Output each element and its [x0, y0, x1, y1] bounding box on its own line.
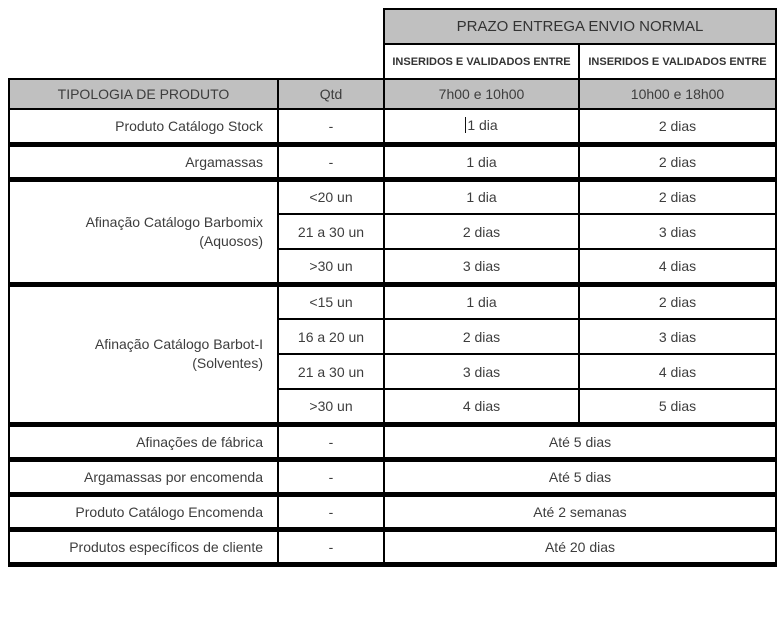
qty-cell-argamassas: -	[278, 144, 384, 179]
delivery-cell-barbomix-3-window1: 3 dias	[384, 249, 579, 284]
delivery-cell-barbot-2-window1: 2 dias	[384, 319, 579, 354]
qty-cell-barbot-1: <15 un	[278, 284, 384, 319]
qty-cell-barbomix-3: >30 un	[278, 249, 384, 284]
qty-cell-barbomix-2: 21 a 30 un	[278, 214, 384, 249]
qty-cell-barbot-4: >30 un	[278, 389, 384, 424]
delivery-cell-stock-window2: 2 dias	[579, 109, 776, 144]
qty-cell-barbomix-1: <20 un	[278, 179, 384, 214]
delivery-cell-especificos: Até 20 dias	[384, 529, 776, 564]
col-header-qtd: Qtd	[278, 79, 384, 109]
subheader-window2: INSERIDOS E VALIDADOS ENTRE	[579, 44, 776, 79]
delivery-cell-barbot-3-window1: 3 dias	[384, 354, 579, 389]
delivery-cell-barbomix-3-window2: 4 dias	[579, 249, 776, 284]
delivery-cell-barbot-3-window2: 4 dias	[579, 354, 776, 389]
qty-cell-stock: -	[278, 109, 384, 144]
product-cell-barbot	[9, 284, 278, 424]
product-cell-stock: Produto Catálogo Stock	[9, 109, 278, 144]
product-cell-catalogo-encomenda: Produto Catálogo Encomenda	[9, 494, 278, 529]
product-name-line2: (Aquosos)	[199, 232, 263, 249]
product-name-line2: (Solventes)	[192, 355, 263, 371]
col-header-window1: 7h00 e 10h00	[384, 79, 579, 109]
delivery-cell-stock-window1	[384, 109, 579, 144]
product-cell-argamassas-encomenda: Argamassas por encomenda	[9, 459, 278, 494]
product-cell-especificos: Produtos específicos de cliente	[9, 529, 278, 564]
text-cursor	[465, 117, 466, 133]
delivery-cell-barbomix-1-window1: 1 dia	[384, 179, 579, 214]
delivery-cell-argamassas-window1: 1 dia	[384, 144, 579, 179]
delivery-cell-barbot-4-window1: 4 dias	[384, 389, 579, 424]
product-cell-fabrica: Afinações de fábrica	[9, 424, 278, 459]
qty-cell-catalogo-encomenda: -	[278, 494, 384, 529]
delivery-value: 1 dia	[467, 117, 498, 134]
delivery-cell-argamassas-window2: 2 dias	[579, 144, 776, 179]
delivery-cell-barbomix-2-window2: 3 dias	[579, 214, 776, 249]
delivery-cell-barbot-1-window2: 2 dias	[579, 284, 776, 319]
delivery-cell-catalogo-encomenda: Até 2 semanas	[384, 494, 776, 529]
empty-corner	[9, 9, 384, 44]
table-title: PRAZO ENTREGA ENVIO NORMAL	[384, 9, 776, 44]
empty-corner	[9, 44, 384, 79]
product-name-line1: Afinação Catálogo Barbomix	[85, 213, 263, 230]
col-header-tipologia: TIPOLOGIA DE PRODUTO	[9, 79, 278, 109]
qty-cell-fabrica: -	[278, 424, 384, 459]
qty-cell-barbot-2: 16 a 20 un	[278, 319, 384, 354]
delivery-cell-barbomix-2-window1: 2 dias	[384, 214, 579, 249]
product-name-line1: Afinação Catálogo Barbot-I	[94, 336, 263, 352]
qty-cell-argamassas-encomenda: -	[278, 459, 384, 494]
qty-cell-barbot-3: 21 a 30 un	[278, 354, 384, 389]
delivery-cell-argamassas-encomenda: Até 5 dias	[384, 459, 776, 494]
product-cell-barbomix	[9, 179, 278, 284]
delivery-cell-fabrica: Até 5 dias	[384, 424, 776, 459]
delivery-times-table	[8, 8, 777, 567]
qty-cell-especificos: -	[278, 529, 384, 564]
subheader-window1: INSERIDOS E VALIDADOS ENTRE	[384, 44, 579, 79]
delivery-cell-barbot-4-window2: 5 dias	[579, 389, 776, 424]
product-cell-argamassas: Argamassas	[9, 144, 278, 179]
col-header-window2: 10h00 e 18h00	[579, 79, 776, 109]
delivery-cell-barbot-2-window2: 3 dias	[579, 319, 776, 354]
delivery-cell-barbot-1-window1: 1 dia	[384, 284, 579, 319]
delivery-cell-barbomix-1-window2: 2 dias	[579, 179, 776, 214]
